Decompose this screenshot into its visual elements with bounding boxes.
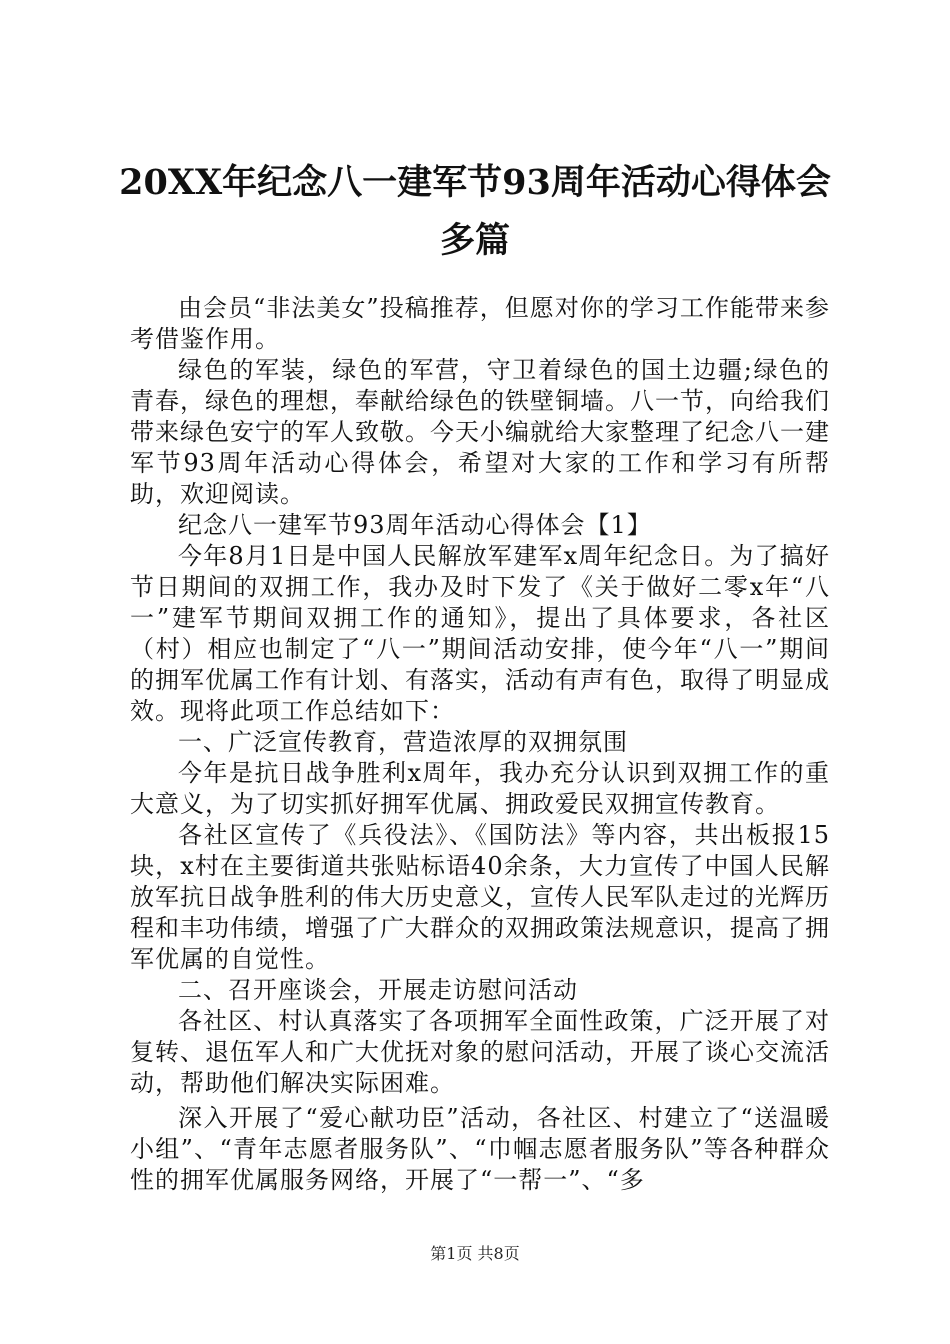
page-footer: 第1页 共8页 — [430, 1244, 520, 1263]
paragraph-intro: 绿色的军装，绿色的军营，守卫着绿色的国土边疆;绿色的青春，绿色的理想，奉献给绿色的铁壁铜墙。八一节，向给我们带来绿色安宁的军人致敬。今天小编就给大家整理了纪念八一建军节93周年活动心得体会，希望对大家的工作和学习有所帮助，欢迎阅读。 — [130, 356, 830, 508]
paragraph: 深入开展了“爱心献功臣”活动，各社区、村建立了“送温暖小组”、“青年志愿者服务队”、“巾帼志愿者服务队”等各种群众性的拥军优属服务网络，开展了“一帮一”、“多 — [130, 1104, 830, 1194]
document-title-line-1: 20XX年纪念八一建军节93周年活动心得体会 — [119, 162, 831, 203]
paragraph: 今年8月1日是中国人民解放军建军x周年纪念日。为了搞好节日期间的双拥工作，我办及时下发了《关于做好二零x年“八一”建军节期间双拥工作的通知》，提出了具体要求，各社区（村）相应也制定了“八一”期间活动安排，使今年“八一”期间的拥军优属工作有计划、有落实，活动有声有色，取得了明显成效。现将此项工作总结如下： — [130, 542, 830, 725]
paragraph-intro-note: 由会员“非法美女”投稿推荐，但愿对你的学习工作能带来参考借鉴作用。 — [130, 294, 830, 353]
subheading-1: 一、广泛宣传教育，营造浓厚的双拥氛围 — [178, 728, 628, 756]
paragraph: 各社区宣传了《兵役法》、《国防法》等内容，共出板报15块，x村在主要街道共张贴标语40余条，大力宣传了中国人民解放军抗日战争胜利的伟大历史意义，宣传人民军队走过的光辉历程和丰功伟绩，增强了广大群众的双拥政策法规意识，提高了拥军优属的自觉性。 — [130, 821, 830, 973]
document-body — [130, 293, 830, 1196]
paragraph: 各社区、村认真落实了各项拥军全面性政策，广泛开展了对复转、退伍军人和广大优抚对象的慰问活动，开展了谈心交流活动，帮助他们解决实际困难。 — [130, 1007, 830, 1097]
subheading-2: 二、召开座谈会，开展走访慰问活动 — [178, 976, 578, 1004]
section-heading-1: 纪念八一建军节93周年活动心得体会【1】 — [178, 511, 652, 539]
document-title-line-2: 多篇 — [439, 220, 510, 261]
paragraph: 今年是抗日战争胜利x周年，我办充分认识到双拥工作的重大意义，为了切实抓好拥军优属、拥政爱民双拥宣传教育。 — [130, 759, 830, 818]
